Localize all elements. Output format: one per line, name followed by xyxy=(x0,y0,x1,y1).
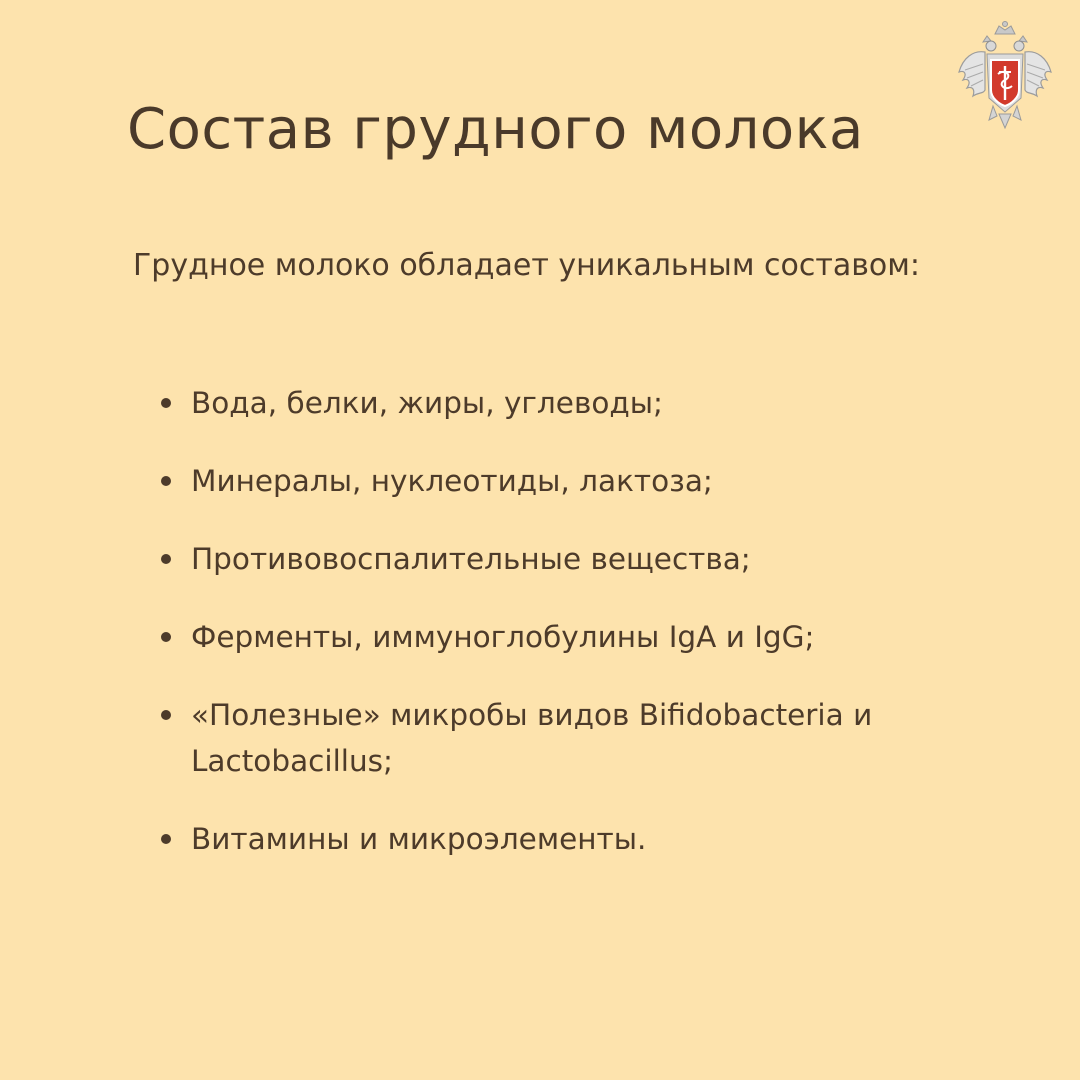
bullet-icon xyxy=(161,834,171,844)
bullet-icon xyxy=(161,632,171,642)
bullet-icon xyxy=(161,476,171,486)
list-item-text: Ферменты, иммуноглобулины IgA и IgG; xyxy=(191,620,815,654)
list-item xyxy=(160,536,990,582)
list-item-text: Витамины и микроэлементы. xyxy=(191,822,647,856)
composition-list xyxy=(160,380,990,906)
bullet-icon xyxy=(161,398,171,408)
bullet-icon xyxy=(161,554,171,564)
list-item xyxy=(160,692,990,784)
list-item xyxy=(160,458,990,504)
list-item-text: Минералы, нуклеотиды, лактоза; xyxy=(191,464,713,498)
list-item xyxy=(160,816,990,862)
list-item xyxy=(160,614,990,660)
intro-text: Грудное молоко обладает уникальным составом: xyxy=(133,248,921,283)
list-item-text: «Полезные» микробы видов Bifidobacteria и Lactobacillus; xyxy=(191,698,873,778)
list-item-text: Противовоспалительные вещества; xyxy=(191,542,751,576)
list-item xyxy=(160,380,990,426)
list-item-text: Вода, белки, жиры, углеводы; xyxy=(191,386,663,420)
page-title: Состав грудного молока xyxy=(127,97,864,162)
crown-icon xyxy=(983,22,1027,43)
bullet-icon xyxy=(161,710,171,720)
